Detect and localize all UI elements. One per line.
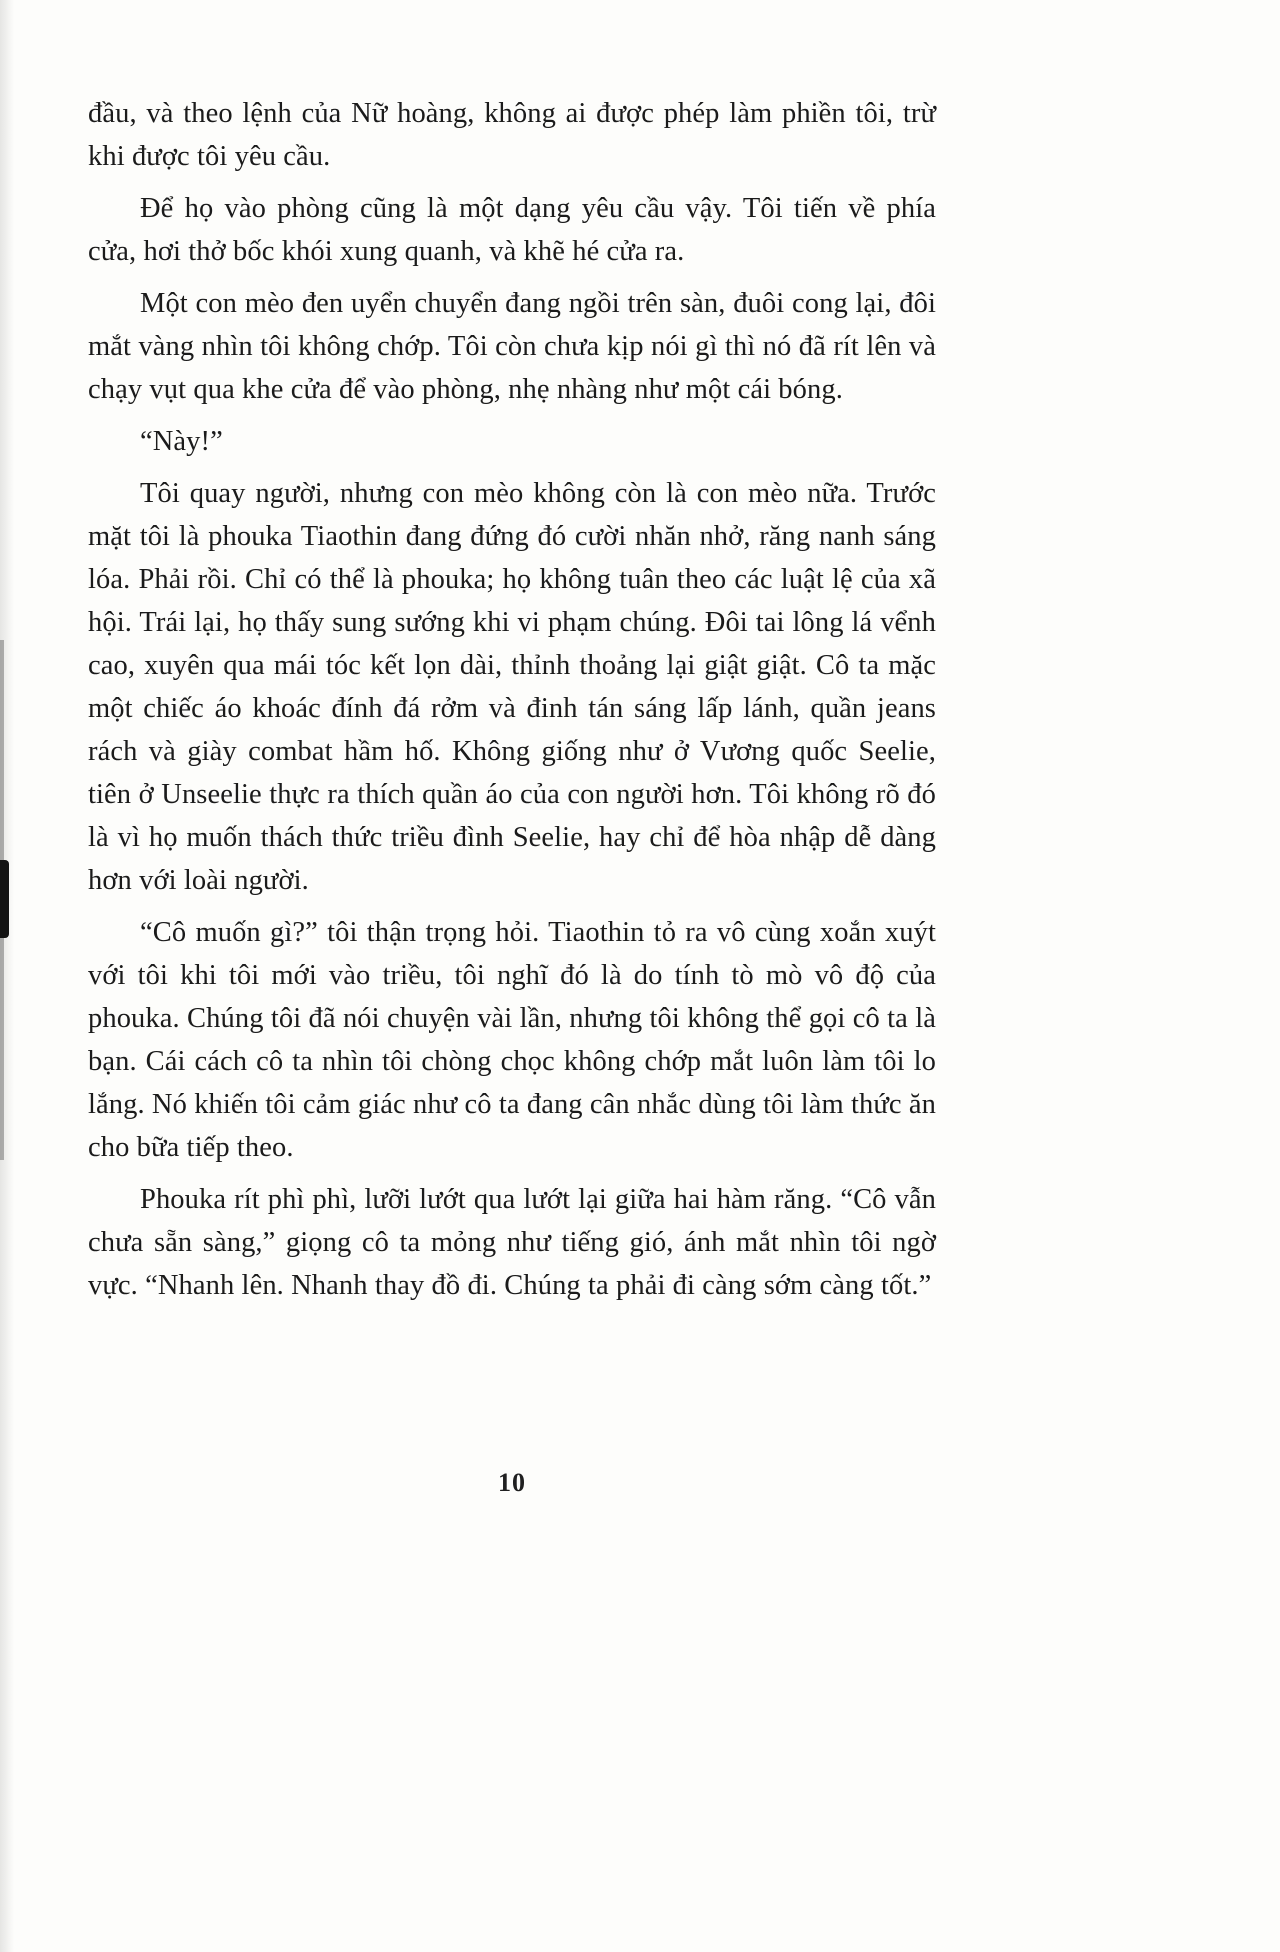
scan-artifact (0, 860, 9, 938)
paragraph-continuation: đầu, và theo lệnh của Nữ hoàng, không ai được phép làm phiền tôi, trừ khi được tôi yêu cầu. (88, 98, 936, 172)
page-number: 10 (498, 1468, 526, 1497)
paragraph-dialogue: “Này!” (140, 426, 223, 457)
paragraph: Để họ vào phòng cũng là một dạng yêu cầu vậy. Tôi tiến về phía cửa, hơi thở bốc khói xung quanh, và khẽ hé cửa ra. (88, 193, 936, 267)
paragraph: Tôi quay người, nhưng con mèo không còn là con mèo nữa. Trước mặt tôi là phouka Tiaothin đang đứng đó cười nhăn nhở, răng nanh sáng lóa. Phải rồi. Chỉ có thể là phouka; họ không tuân theo các luật lệ của xã hội. Trái lại, họ thấy sung sướng khi vi phạm chúng. Đôi tai lông lá vểnh cao, xuyên qua mái tóc kết lọn dài, thỉnh thoảng lại giật giật. Cô ta mặc một chiếc áo khoác đính đá rởm và đinh tán sáng lấp lánh, quần jeans rách và giày combat hầm hố. Không giống như ở Vương quốc Seelie, tiên ở Unseelie thực ra thích quần áo của con người hơn. Tôi không rõ đó là vì họ muốn thách thức triều đình Seelie, hay chỉ để hòa nhập dễ dàng hơn với loài người. (88, 478, 936, 896)
paragraph: “Cô muốn gì?” tôi thận trọng hỏi. Tiaothin tỏ ra vô cùng xoắn xuýt với tôi khi tôi mới vào triều, tôi nghĩ đó là do tính tò mò vô độ của phouka. Chúng tôi đã nói chuyện vài lần, nhưng tôi không thể gọi cô ta là bạn. Cái cách cô ta nhìn tôi chòng chọc không chớp mắt luôn làm tôi lo lắng. Nó khiến tôi cảm giác như cô ta đang cân nhắc dùng tôi làm thức ăn cho bữa tiếp theo. (88, 917, 936, 1163)
paragraph: Phouka rít phì phì, lưỡi lướt qua lướt lại giữa hai hàm răng. “Cô vẫn chưa sẵn sàng,” giọng cô ta mỏng như tiếng gió, ánh mắt nhìn tôi ngờ vực. “Nhanh lên. Nhanh thay đồ đi. Chúng ta phải đi càng sớm càng tốt.” (88, 1184, 936, 1301)
paragraph: Một con mèo đen uyển chuyển đang ngồi trên sàn, đuôi cong lại, đôi mắt vàng nhìn tôi không chớp. Tôi còn chưa kịp nói gì thì nó đã rít lên và chạy vụt qua khe cửa để vào phòng, nhẹ nhàng như một cái bóng. (88, 288, 936, 405)
page-text-block (88, 92, 936, 1316)
